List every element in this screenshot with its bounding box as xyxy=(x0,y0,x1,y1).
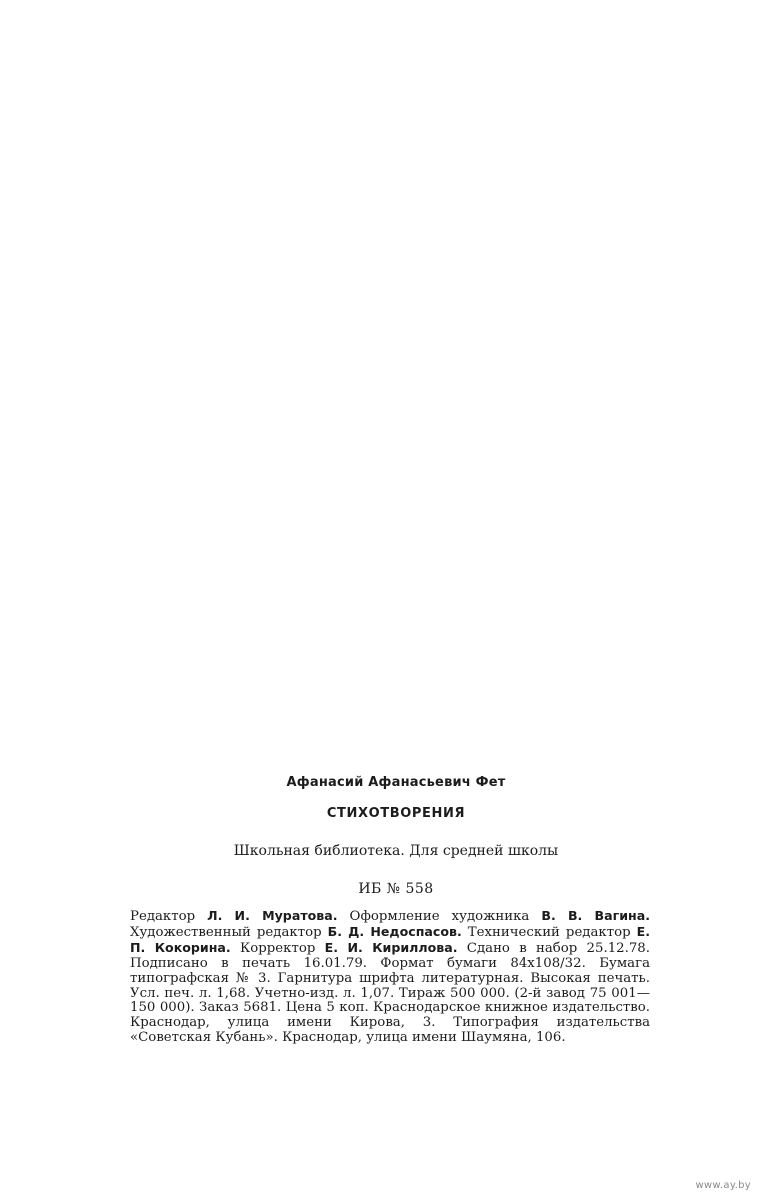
site-watermark: www.ay.by xyxy=(695,1180,751,1191)
imprint-block xyxy=(130,909,650,1046)
design-label: Оформление художника xyxy=(337,909,542,924)
book-title: СТИХОТВОРЕНИЯ xyxy=(326,806,466,821)
editor-name: Л. И. Муратова. xyxy=(207,908,338,923)
art-editor-name: Б. Д. Недоспасов. xyxy=(327,923,462,939)
designer-name: В. В. Вагина. xyxy=(541,908,650,923)
editor-label: Редактор xyxy=(130,909,208,924)
publication-details: Сдано в набор 25.12.78. Подписано в печать 16.01.79. Формат бумаги 84х108/32. Бумага типографская № 3. Гарнитура шрифта литературная. Высокая печать. Усл. печ. л. 1,68. Учетно-изд. л. 1,07. Тираж 500 000. (2-й завод 75 001—150 000). Заказ 5681. Цена 5 коп. Краснодарское книжное издательство. Краснодар, улица имени Кирова, 3. Типография издательства «Советская Кубань». Краснодар, улица имени Шаумяна, 106. xyxy=(130,940,650,1046)
author-name: Афанасий Афанасьевич Фет xyxy=(286,775,506,790)
corrector-name: Е. И. Кириллова. xyxy=(324,939,458,955)
tech-editor-label: Технический редактор xyxy=(461,924,637,940)
series-line: Школьная библиотека. Для средней школы xyxy=(233,843,559,859)
tech-editor-name: Е. П. Кокорина. xyxy=(130,923,651,955)
ib-number: ИБ № 558 xyxy=(358,881,434,897)
corrector-label: Корректор xyxy=(230,940,325,956)
art-editor-label: Художественный редактор xyxy=(130,924,328,940)
